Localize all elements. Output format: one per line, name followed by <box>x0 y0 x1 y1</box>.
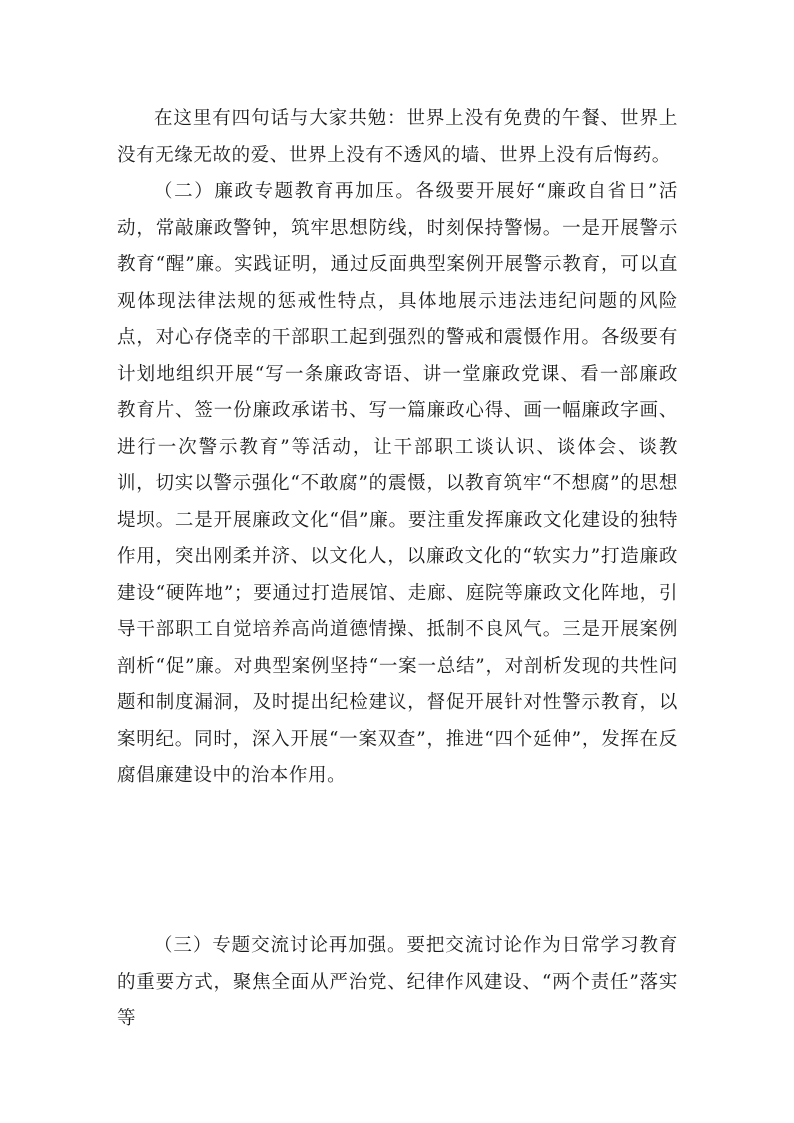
paragraph-motto: 在这里有四句话与大家共勉：世界上没有免费的午餐、世界上没有无缘无故的爱、世界上没有不透风的墙、世界上没有后悔药。 <box>117 108 678 166</box>
paragraph-section-2: （二）廉政专题教育再加压。各级要开展好“廉政自省日”活动，常敲廉政警钟，筑牢思想防线，时刻保持警惕。一是开展警示教育“醒”廉。实践证明，通过反面典型案例开展警示教育，可以直观体现法律法规的惩戒性特点，具体地展示违法违纪问题的风险点，对心存侥幸的干部职工起到强烈的警戒和震慑作用。各级要有计划地组织开展“写一条廉政寄语、讲一堂廉政党课、看一部廉政教育片、签一份廉政承诺书、写一篇廉政心得、画一幅廉政字画、进行一次警示教育”等活动，让干部职工谈认识、谈体会、谈教训，切实以警示强化“不敢腐”的震慑，以教育筑牢“不想腐”的思想堤坝。二是开展廉政文化“倡”廉。要注重发挥廉政文化建设的独特作用，突出刚柔并济、以文化人，以廉政文化的“软实力”打造廉政建设“硬阵地”；要通过打造展馆、走廊、庭院等廉政文化阵地，引导干部职工自觉培养高尚道德情操、抵制不良风气。三是开展案例剖析“促”廉。对典型案例坚持“一案一总结”，对剖析发现的共性问题和制度漏洞，及时提出纪检建议，督促开展针对性警示教育，以案明纪。同时，深入开展“一案双查”，推进“四个延伸”，发挥在反腐倡廉建设中的治本作用。 <box>117 181 678 786</box>
paragraph-section-3: （三）专题交流讨论再加强。要把交流讨论作为日常学习教育的重要方式，聚焦全面从严治党、纪律作风建设、“两个责任”落实等 <box>117 935 678 1029</box>
